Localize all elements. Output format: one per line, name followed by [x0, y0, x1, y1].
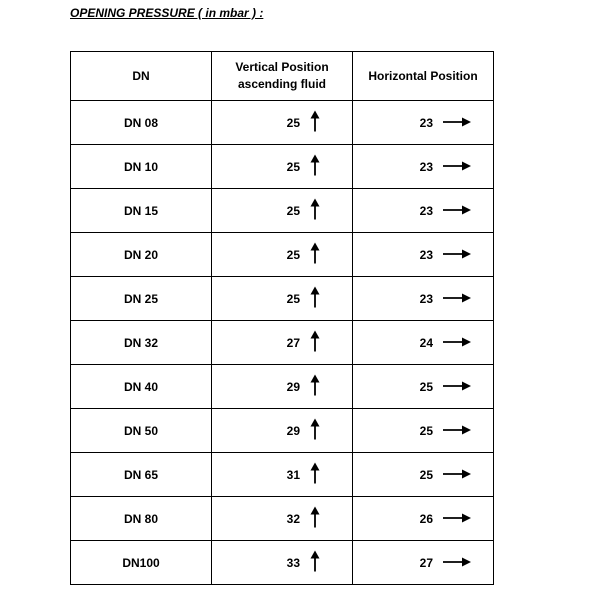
- vertical-pressure-cell: [212, 321, 353, 365]
- column-header-vertical: [212, 52, 353, 101]
- vertical-pressure-value: 33: [286, 555, 300, 570]
- horizontal-pressure-cell: [353, 189, 494, 233]
- vertical-pressure-cell: [212, 497, 353, 541]
- vertical-pressure-value: 31: [286, 467, 300, 482]
- vertical-pressure-cell: [212, 101, 353, 145]
- arrow-right-icon: [443, 556, 471, 570]
- table-row: [71, 101, 494, 145]
- arrow-right-icon: [443, 292, 471, 306]
- arrow-right-icon: [443, 380, 471, 394]
- vertical-pressure-value: 25: [286, 115, 300, 130]
- table-row: [71, 497, 494, 541]
- column-header-vertical-line1: Vertical Position: [235, 60, 329, 74]
- horizontal-pressure-value: 24: [419, 335, 433, 350]
- horizontal-pressure-cell: [353, 233, 494, 277]
- arrow-right-icon: [443, 204, 471, 218]
- arrow-up-icon: [310, 418, 320, 443]
- dn-cell: DN 50: [71, 409, 212, 453]
- horizontal-pressure-value: 23: [419, 291, 433, 306]
- table-row: [71, 277, 494, 321]
- arrow-right-icon: [443, 116, 471, 130]
- table-row: [71, 365, 494, 409]
- vertical-pressure-value: 25: [286, 159, 300, 174]
- arrow-up-icon: [310, 330, 320, 355]
- vertical-pressure-value: 25: [286, 291, 300, 306]
- arrow-up-icon: [310, 462, 320, 487]
- table-row: [71, 453, 494, 497]
- dn-cell: DN 15: [71, 189, 212, 233]
- horizontal-pressure-value: 23: [419, 203, 433, 218]
- page-title: OPENING PRESSURE ( in mbar ) :: [70, 6, 264, 20]
- arrow-up-icon: [310, 242, 320, 267]
- horizontal-pressure-cell: [353, 541, 494, 585]
- arrow-up-icon: [310, 550, 320, 575]
- table-row: [71, 321, 494, 365]
- vertical-pressure-cell: [212, 277, 353, 321]
- vertical-pressure-cell: [212, 365, 353, 409]
- arrow-right-icon: [443, 336, 471, 350]
- vertical-pressure-value: 29: [286, 379, 300, 394]
- horizontal-pressure-cell: [353, 497, 494, 541]
- horizontal-pressure-value: 26: [419, 511, 433, 526]
- horizontal-pressure-value: 25: [419, 423, 433, 438]
- dn-cell: DN 10: [71, 145, 212, 189]
- horizontal-pressure-cell: [353, 409, 494, 453]
- dn-cell: DN 20: [71, 233, 212, 277]
- arrow-up-icon: [310, 286, 320, 311]
- table-row: [71, 409, 494, 453]
- arrow-right-icon: [443, 160, 471, 174]
- dn-cell: DN 80: [71, 497, 212, 541]
- arrow-right-icon: [443, 468, 471, 482]
- horizontal-pressure-cell: [353, 453, 494, 497]
- vertical-pressure-value: 27: [286, 335, 300, 350]
- horizontal-pressure-cell: [353, 145, 494, 189]
- vertical-pressure-cell: [212, 453, 353, 497]
- vertical-pressure-value: 25: [286, 203, 300, 218]
- table-body: [71, 101, 494, 585]
- dn-cell: DN 08: [71, 101, 212, 145]
- arrow-up-icon: [310, 154, 320, 179]
- dn-cell: DN 25: [71, 277, 212, 321]
- vertical-pressure-value: 32: [286, 511, 300, 526]
- arrow-up-icon: [310, 198, 320, 223]
- horizontal-pressure-value: 23: [419, 159, 433, 174]
- horizontal-pressure-value: 23: [419, 115, 433, 130]
- dn-cell: DN 40: [71, 365, 212, 409]
- horizontal-pressure-value: 25: [419, 467, 433, 482]
- dn-cell: DN 65: [71, 453, 212, 497]
- horizontal-pressure-cell: [353, 277, 494, 321]
- vertical-pressure-cell: [212, 189, 353, 233]
- vertical-pressure-value: 29: [286, 423, 300, 438]
- column-header-dn: DN: [71, 52, 212, 101]
- dn-cell: DN100: [71, 541, 212, 585]
- table-row: [71, 189, 494, 233]
- dn-cell: DN 32: [71, 321, 212, 365]
- column-header-horizontal: Horizontal Position: [353, 52, 494, 101]
- vertical-pressure-value: 25: [286, 247, 300, 262]
- arrow-right-icon: [443, 248, 471, 262]
- vertical-pressure-cell: [212, 541, 353, 585]
- vertical-pressure-cell: [212, 409, 353, 453]
- column-header-vertical-line2: ascending fluid: [237, 77, 326, 91]
- horizontal-pressure-cell: [353, 365, 494, 409]
- horizontal-pressure-value: 25: [419, 379, 433, 394]
- vertical-pressure-cell: [212, 145, 353, 189]
- table-row: [71, 541, 494, 585]
- table-header-row: [71, 52, 494, 101]
- vertical-pressure-cell: [212, 233, 353, 277]
- horizontal-pressure-value: 23: [419, 247, 433, 262]
- horizontal-pressure-value: 27: [419, 555, 433, 570]
- arrow-right-icon: [443, 424, 471, 438]
- opening-pressure-table: [70, 51, 494, 585]
- horizontal-pressure-cell: [353, 101, 494, 145]
- arrow-right-icon: [443, 512, 471, 526]
- arrow-up-icon: [310, 374, 320, 399]
- horizontal-pressure-cell: [353, 321, 494, 365]
- table-row: [71, 233, 494, 277]
- table-row: [71, 145, 494, 189]
- arrow-up-icon: [310, 506, 320, 531]
- arrow-up-icon: [310, 110, 320, 135]
